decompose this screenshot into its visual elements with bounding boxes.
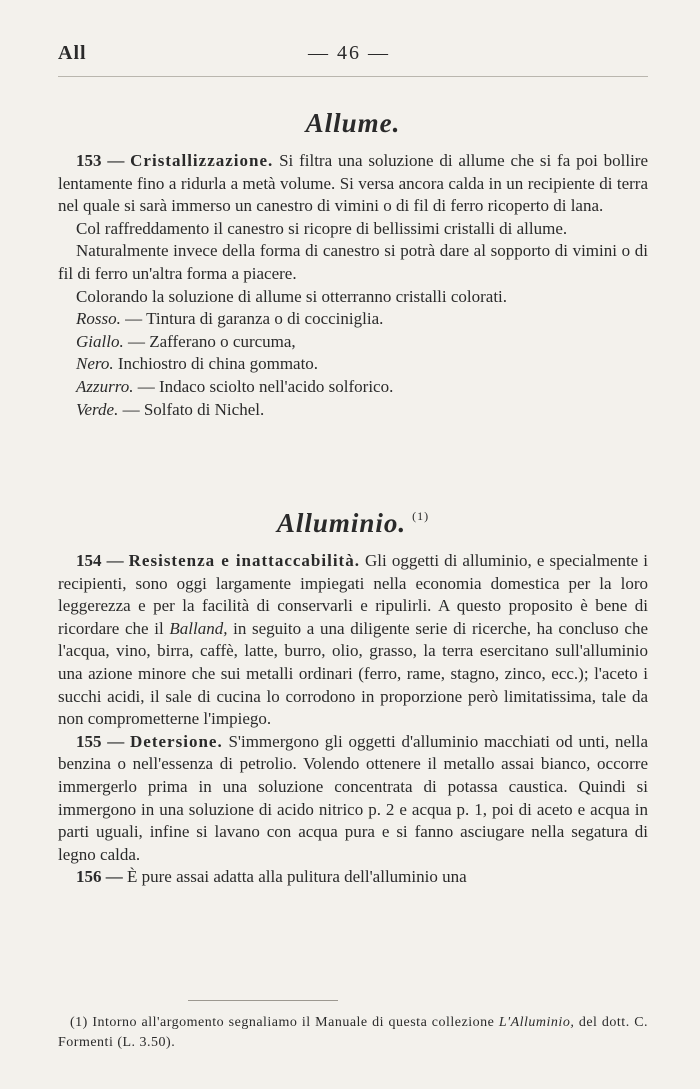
footnote-book-title: L'Alluminio, bbox=[498, 1015, 575, 1030]
footnote-body: del dott. C. Formenti (L. 3.50). bbox=[58, 1015, 649, 1050]
running-title: All bbox=[58, 42, 87, 64]
page-number: — 46 — bbox=[308, 42, 390, 64]
footnote-text bbox=[58, 1013, 648, 1053]
page-header bbox=[58, 42, 648, 82]
color-recipe: — Zafferano o curcuma, bbox=[123, 331, 296, 351]
footnote-body: Intorno all'argomento segnaliamo il Manuale di questa collezione bbox=[92, 1015, 495, 1030]
section-title-allume bbox=[58, 108, 648, 139]
footnote-rule bbox=[188, 1000, 338, 1001]
header-rule bbox=[58, 76, 648, 77]
color-item-verde bbox=[58, 399, 648, 422]
color-recipe: Inchiostro di china gommato. bbox=[113, 354, 319, 374]
author-name: Balland, bbox=[169, 618, 228, 638]
paragraph-number: 154 — bbox=[76, 551, 124, 570]
color-recipe: — Solfato di Nichel. bbox=[118, 399, 265, 419]
paragraph-153-shape: Naturalmente invece della forma di canestro si potrà dare al sopporto di vimini o di fil di ferro un'altra forma a piacere. bbox=[58, 241, 648, 283]
alluminio-section-body bbox=[58, 550, 648, 889]
paragraph-155 bbox=[58, 731, 648, 867]
color-recipe: — Indaco sciolto nell'acido solforico. bbox=[133, 376, 394, 396]
paragraph-keyword: Resistenza e inattaccabilità. bbox=[128, 551, 360, 570]
paragraph-text: È pure assai adatta alla pulitura dell'alluminio una bbox=[127, 867, 467, 887]
color-name: Giallo. bbox=[76, 331, 124, 351]
color-name: Nero. bbox=[76, 354, 114, 374]
paragraph-156 bbox=[58, 866, 648, 889]
section-title-alluminio-text: Alluminio. bbox=[276, 508, 407, 538]
footnote-marker: (1) bbox=[70, 1015, 88, 1030]
section-title-alluminio bbox=[58, 508, 648, 539]
color-name: Rosso. bbox=[76, 309, 121, 329]
paragraph-153 bbox=[58, 150, 648, 218]
allume-section-body bbox=[58, 150, 648, 421]
color-name: Azzurro. bbox=[76, 376, 134, 396]
color-recipe: — Tintura di garanza o di cocciniglia. bbox=[120, 309, 384, 329]
color-item-giallo bbox=[58, 331, 648, 354]
color-name: Verde. bbox=[76, 399, 119, 419]
footnote-reference: (1) bbox=[412, 509, 430, 523]
paragraph-154 bbox=[58, 550, 648, 731]
paragraph-153-cooling: Col raffreddamento il canestro si ricopre di bellissimi cristalli di allume. bbox=[76, 218, 568, 238]
paragraph-text: S'immergono gli oggetti d'alluminio macchiati od unti, nella benzina o nell'essenza di petrolio. Volendo ottenere il metallo assai bianco, occorre immergerlo prima in una soluzione concentrata di potassa caustica. Quindi si immergono in una soluzione di acido nitrico p. 2 e acqua p. 1, poi di aceto e acqua in parti uguali, infine si lavano con acqua pura e si fanno asciugare nella segatura di legno calda. bbox=[58, 731, 649, 864]
paragraph-keyword: Cristallizzazione. bbox=[130, 151, 274, 170]
footnote bbox=[58, 1013, 648, 1053]
paragraph-text: Si filtra una soluzione di allume che si fa poi bollire lentamente fino a ridurla a metà volume. Si versa ancora calda in un recipiente di terra nel quale si sarà immerso un canestro di vimini o di fil di ferro ricoperto di lana. bbox=[58, 151, 648, 216]
paragraph-keyword: Detersione. bbox=[130, 731, 223, 751]
section-title-allume-text: Allume. bbox=[305, 108, 401, 138]
color-item-azzurro bbox=[58, 376, 648, 399]
paragraph-text: Gli oggetti di alluminio, e specialmente i recipienti, sono oggi largamente impiegati nella economia domestica per la loro leggerezza e per la facilità di conservarli e ripulirli. A questo proposito è bene di ricordare che il bbox=[58, 551, 649, 638]
paragraph-number: 156 — bbox=[76, 867, 123, 887]
color-item-rosso bbox=[58, 308, 648, 331]
color-item-nero bbox=[58, 353, 648, 376]
paragraph-153-colors: Colorando la soluzione di allume si otterranno cristalli colorati. bbox=[76, 286, 508, 306]
paragraph-number: 153 — bbox=[76, 151, 125, 170]
paragraph-text: in seguito a una diligente serie di ricerche, ha concluso che l'acqua, vino, birra, caffè, latte, burro, olio, grasso, la terra esercitano sull'alluminio una azione minore che sui metalli ordinari (ferro, rame, stagno, zinco, ecc.); l'aceto i succhi acidi, il sale di cucina lo corrodono in proporzione però limitatissima, tale da non comprometterne l'impiego. bbox=[58, 618, 649, 729]
paragraph-number: 155 — bbox=[76, 731, 125, 751]
